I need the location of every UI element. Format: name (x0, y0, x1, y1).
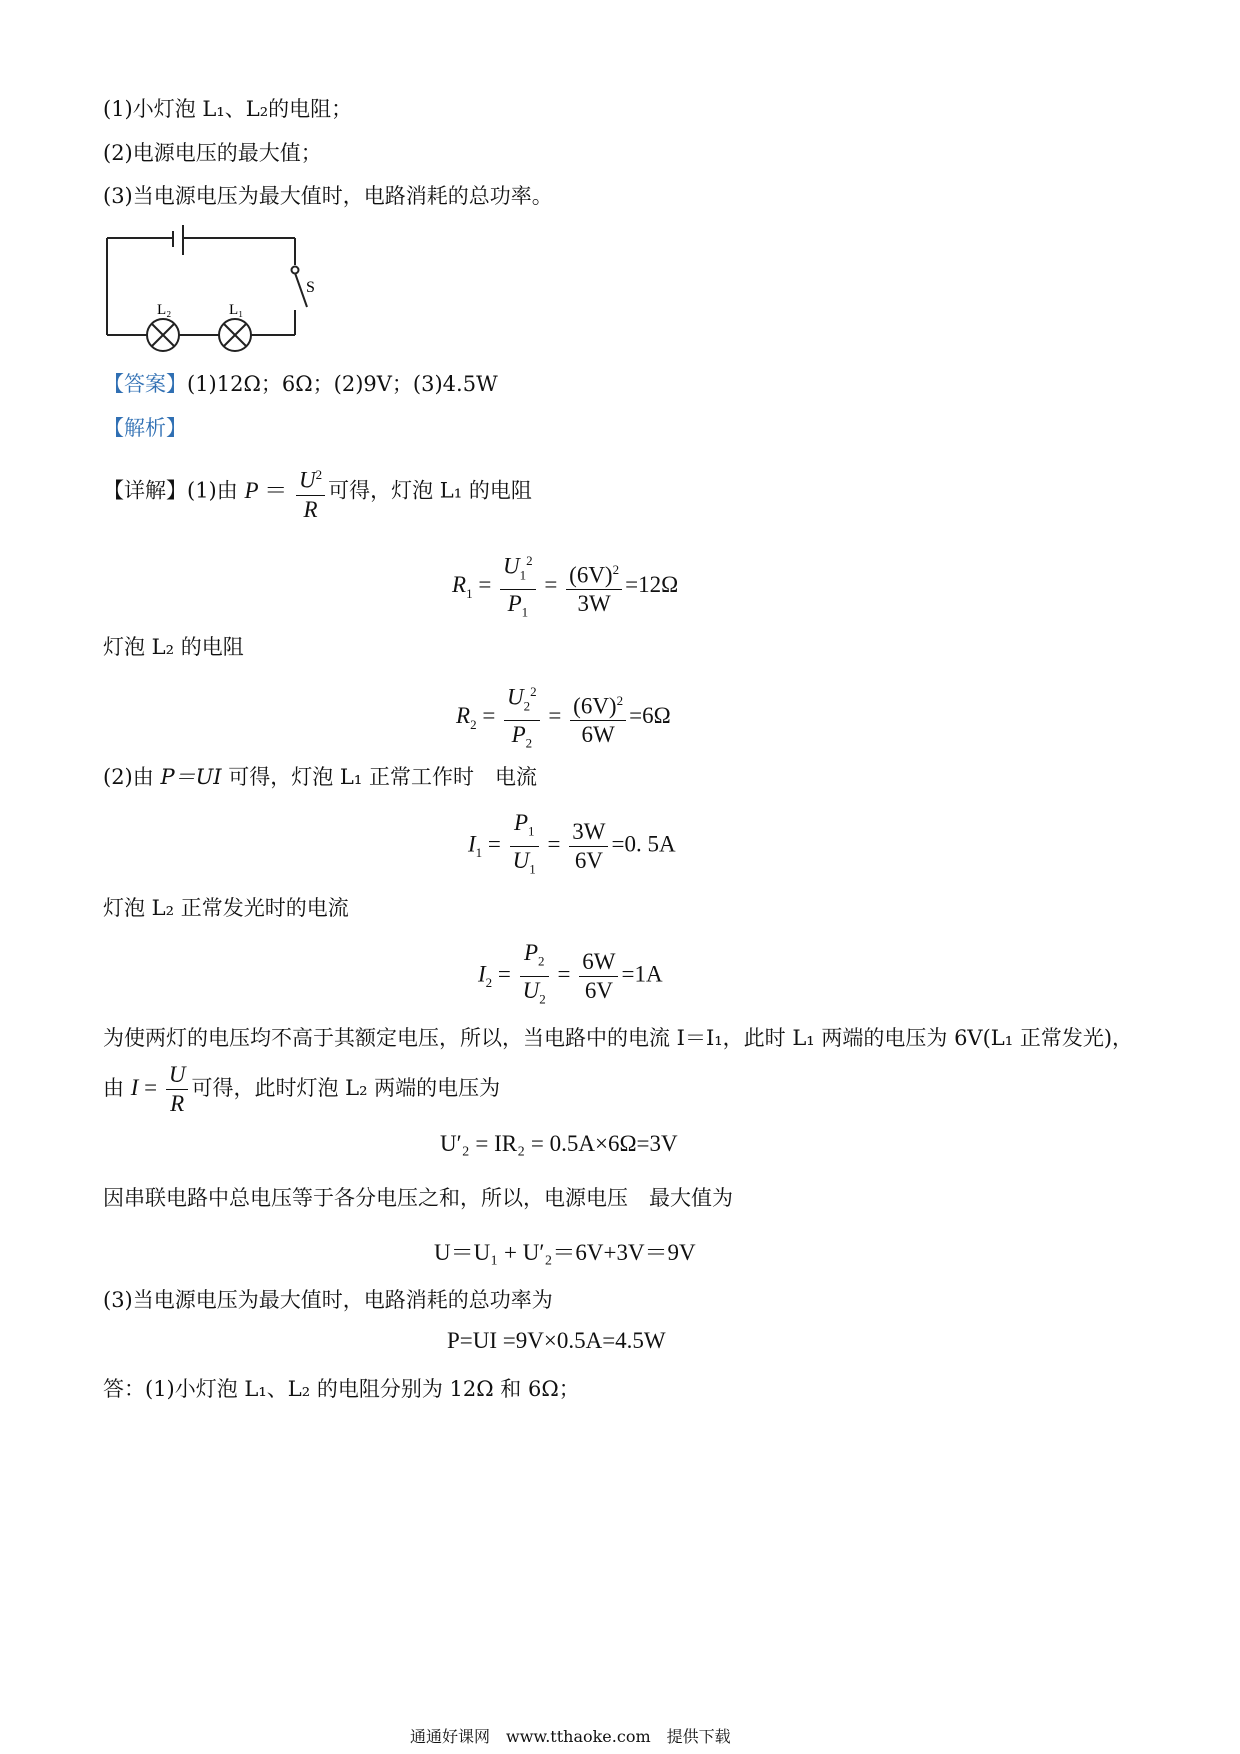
switch-label: S (306, 279, 315, 296)
answer-line (103, 371, 498, 397)
question-2: (2)电源电压的最大值； (103, 141, 322, 165)
part2-formula: P＝UI (160, 765, 222, 789)
lamp-l1-label: L₁ (229, 302, 244, 318)
ohm-suffix: 可得，此时灯泡 L₂ 两端的电压为 (191, 1075, 501, 1100)
part3-line: (3)当电源电压为最大值时，电路消耗的总功率为 (103, 1288, 553, 1312)
ohm-prefix: 由 (103, 1075, 124, 1100)
page-footer: 通通好课网 www.tthaoke.com 提供下载 (410, 1727, 731, 1746)
equation-i2: $I_2$ = $\frac{P_2}{U_2}$ = $\frac{6W}{6V}$ =1A (478, 940, 663, 1007)
equation-i1: $I_1$ = $\frac{P_1}{U_1}$ = $\frac{3W}{6V}$ =0. 5A (468, 810, 676, 877)
part2-prefix: (2)由 (103, 765, 154, 789)
detail-tag: 【详解】 (103, 478, 187, 503)
ohm-line (103, 1062, 500, 1117)
l2-current-line: 灯泡 L₂ 正常发光时的电流 (103, 896, 349, 920)
eq2-result: =6Ω (629, 703, 671, 729)
eq1-result: =12Ω (625, 572, 679, 598)
eq4-result: =1A (621, 961, 663, 987)
switch-pivot (292, 267, 299, 274)
conclusion-line: 答：(1)小灯泡 L₁、L₂ 的电阻分别为 12Ω 和 6Ω； (103, 1377, 580, 1401)
equation-power: P=UI =9V×0.5A=4.5W (447, 1328, 666, 1353)
power-formula: P ＝ $\frac{U^2}{R}$ (244, 478, 328, 503)
intro-suffix: 可得，灯泡 L₁ 的电阻 (328, 478, 532, 503)
equation-u2: U′₂ = IR₂ = 0.5A×6Ω=3V (440, 1131, 678, 1156)
equation-r1: $R_1$ = $\frac{U_1^2}{P_1}$ = $\frac{(6V)^2}{3W}$ =12Ω (452, 548, 678, 626)
ohm-formula: I = $\frac{U}{R}$ (131, 1075, 192, 1100)
detail-intro (103, 462, 532, 523)
analysis-tag: 【解析】 (103, 416, 187, 440)
eq3-result: =0. 5A (611, 831, 676, 857)
part2-line (103, 764, 537, 790)
answer-tag: 【答案】 (103, 372, 187, 396)
part2-suffix: 可得，灯泡 L₁ 正常工作时 电流 (228, 765, 537, 789)
reason-line: 为使两灯的电压均不高于其额定电压，所以，当电路中的电流 I＝I₁，此时 L₁ 两端的电压为 6V(L₁ 正常发光)， (103, 1026, 1134, 1050)
l2-resistance-line: 灯泡 L₂ 的电阻 (103, 635, 244, 659)
lamp-l2-label: L₂ (157, 302, 172, 318)
circuit-diagram (95, 225, 335, 360)
intro-prefix: (1)由 (187, 478, 238, 503)
equation-u-total: U＝U₁ + U′₂＝6V+3V＝9V (434, 1240, 696, 1265)
answer-text: (1)12Ω；6Ω；(2)9V；(3)4.5W (187, 372, 498, 396)
equation-r2: $R_2$ = $\frac{U_2^2}{P_2}$ = $\frac{(6V)^2}{6W}$ =6Ω (456, 679, 671, 757)
question-1: (1)小灯泡 L₁、L₂的电阻； (103, 97, 353, 121)
series-line: 因串联电路中总电压等于各分电压之和，所以，电源电压 最大值为 (103, 1186, 733, 1210)
question-3: (3)当电源电压为最大值时，电路消耗的总功率。 (103, 184, 553, 208)
